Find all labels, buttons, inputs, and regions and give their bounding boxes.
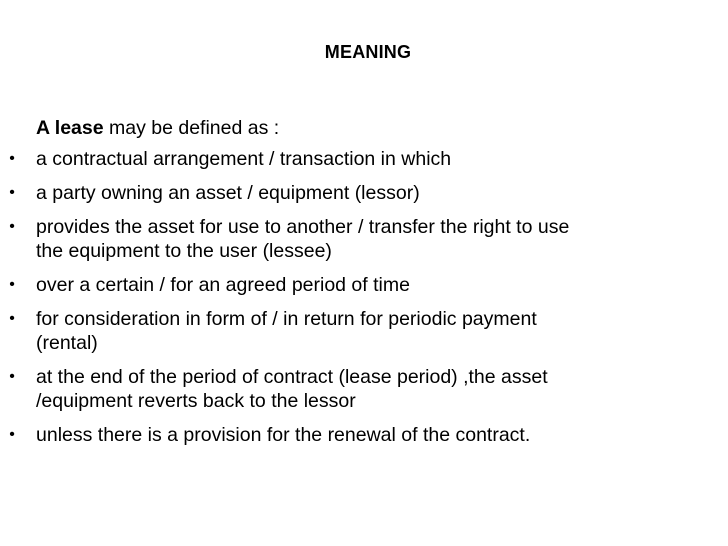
- intro-line: [36, 116, 279, 140]
- bullet-dot-icon: •: [9, 310, 15, 327]
- bullet-item: [0, 181, 728, 205]
- bullet-item: [0, 365, 728, 413]
- bullet-dot-icon: •: [9, 150, 15, 167]
- bullet-item: [0, 307, 728, 355]
- bullet-text: a contractual arrangement / transaction in which: [36, 148, 452, 170]
- bullet-item: [0, 423, 728, 447]
- bullet-dot-icon: •: [9, 426, 15, 443]
- bullet-text: provides the asset for use to another / transfer the right to use: [36, 216, 570, 238]
- bullet-text-continued: the equipment to the user (lessee): [36, 240, 332, 262]
- bullet-dot-icon: •: [9, 276, 15, 293]
- bullet-item: [0, 215, 728, 263]
- intro-text: may be defined as :: [103, 117, 280, 139]
- bullet-text-continued: (rental): [36, 332, 98, 354]
- bullet-dot-icon: •: [9, 218, 15, 235]
- bullet-item: [0, 273, 728, 297]
- bullet-text: unless there is a provision for the renewal of the contract.: [36, 424, 531, 446]
- bullet-dot-icon: •: [9, 368, 15, 385]
- slide-title: MEANING: [324, 42, 412, 62]
- bullet-item: [0, 147, 728, 171]
- bullet-text-continued: /equipment reverts back to the lessor: [36, 390, 356, 412]
- bullet-text: for consideration in form of / in return for periodic payment: [36, 308, 537, 330]
- intro-term: A lease: [36, 117, 104, 139]
- bullet-list: [0, 147, 728, 457]
- bullet-text: a party owning an asset / equipment (lessor): [36, 182, 420, 204]
- bullet-text: over a certain / for an agreed period of time: [36, 274, 410, 296]
- bullet-text: at the end of the period of contract (lease period) ,the asset: [36, 366, 548, 388]
- bullet-dot-icon: •: [9, 184, 15, 201]
